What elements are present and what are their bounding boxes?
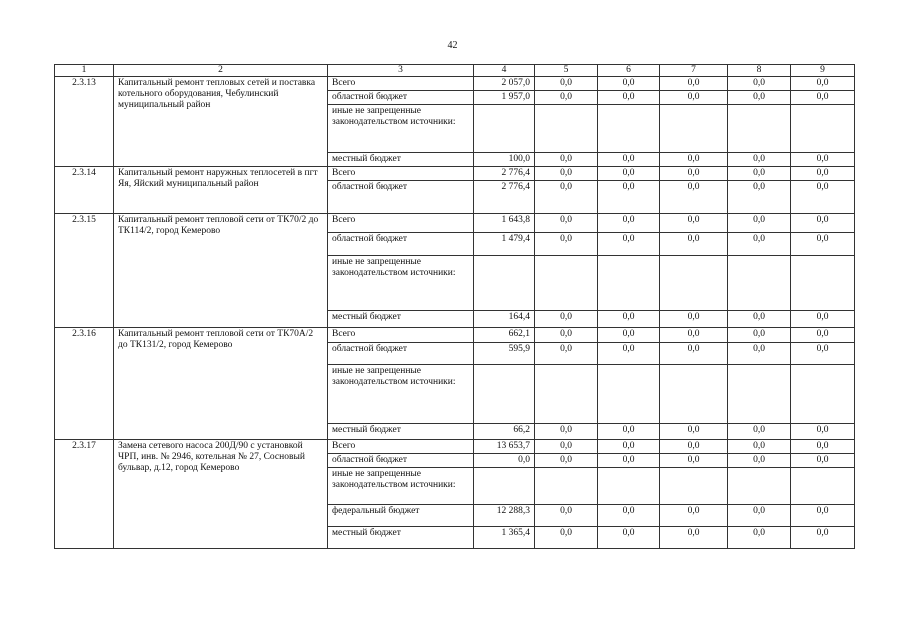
table-row bbox=[55, 77, 855, 91]
column-header: 8 bbox=[728, 65, 791, 77]
year-value: 0,0 bbox=[598, 214, 660, 233]
funding-source: областной бюджет bbox=[328, 233, 474, 256]
total-value: 2 776,4 bbox=[474, 181, 535, 214]
year-value: 0,0 bbox=[728, 153, 791, 167]
year-value: 0,0 bbox=[791, 505, 855, 527]
year-value: 0,0 bbox=[728, 167, 791, 181]
column-header: 9 bbox=[791, 65, 855, 77]
year-value: 0,0 bbox=[660, 167, 728, 181]
item-code: 2.3.14 bbox=[55, 167, 114, 214]
year-value: 0,0 bbox=[791, 91, 855, 105]
year-value: 0,0 bbox=[791, 527, 855, 549]
funding-source: Всего bbox=[328, 440, 474, 454]
year-value bbox=[598, 105, 660, 153]
year-value: 0,0 bbox=[728, 454, 791, 468]
year-value: 0,0 bbox=[535, 233, 598, 256]
item-name: Капитальный ремонт тепловой сети от ТК70/2 до ТК114/2, город Кемерово bbox=[114, 214, 328, 328]
year-value: 0,0 bbox=[660, 77, 728, 91]
year-value: 0,0 bbox=[598, 440, 660, 454]
year-value: 0,0 bbox=[791, 424, 855, 440]
funding-source: иные не запрещенные законодательством источники: bbox=[328, 365, 474, 424]
total-value: 1 479,4 bbox=[474, 233, 535, 256]
total-value: 1 957,0 bbox=[474, 91, 535, 105]
column-header: 7 bbox=[660, 65, 728, 77]
year-value bbox=[660, 256, 728, 311]
year-value: 0,0 bbox=[728, 328, 791, 343]
total-value: 164,4 bbox=[474, 311, 535, 328]
year-value: 0,0 bbox=[791, 343, 855, 365]
item-name: Капитальный ремонт тепловых сетей и поставка котельного оборудования, Чебулинский муниципальный район bbox=[114, 77, 328, 167]
year-value: 0,0 bbox=[598, 424, 660, 440]
budget-table bbox=[54, 64, 855, 549]
year-value: 0,0 bbox=[535, 311, 598, 328]
year-value: 0,0 bbox=[660, 328, 728, 343]
funding-source: областной бюджет bbox=[328, 454, 474, 468]
total-value: 66,2 bbox=[474, 424, 535, 440]
item-code: 2.3.15 bbox=[55, 214, 114, 328]
column-header: 6 bbox=[598, 65, 660, 77]
column-header: 2 bbox=[114, 65, 328, 77]
year-value: 0,0 bbox=[660, 311, 728, 328]
year-value: 0,0 bbox=[660, 233, 728, 256]
total-value bbox=[474, 365, 535, 424]
total-value: 1 365,4 bbox=[474, 527, 535, 549]
year-value bbox=[535, 468, 598, 505]
total-value: 0,0 bbox=[474, 454, 535, 468]
year-value: 0,0 bbox=[791, 153, 855, 167]
year-value bbox=[791, 105, 855, 153]
total-value bbox=[474, 468, 535, 505]
funding-source: Всего bbox=[328, 167, 474, 181]
year-value: 0,0 bbox=[728, 214, 791, 233]
funding-source: иные не запрещенные законодательством источники: bbox=[328, 105, 474, 153]
table-row bbox=[55, 214, 855, 233]
item-name: Замена сетевого насоса 200Д/90 с установкой ЧРП, инв. № 2946, котельная № 27, Сосновый бульвар, д.12, город Кемерово bbox=[114, 440, 328, 549]
year-value: 0,0 bbox=[535, 328, 598, 343]
year-value: 0,0 bbox=[728, 343, 791, 365]
column-header: 3 bbox=[328, 65, 474, 77]
year-value: 0,0 bbox=[598, 91, 660, 105]
funding-source: иные не запрещенные законодательством источники: bbox=[328, 468, 474, 505]
item-code: 2.3.16 bbox=[55, 328, 114, 440]
funding-source: местный бюджет bbox=[328, 527, 474, 549]
year-value: 0,0 bbox=[598, 527, 660, 549]
year-value bbox=[535, 256, 598, 311]
year-value: 0,0 bbox=[535, 153, 598, 167]
year-value: 0,0 bbox=[728, 440, 791, 454]
total-value: 2 776,4 bbox=[474, 167, 535, 181]
year-value: 0,0 bbox=[535, 505, 598, 527]
year-value: 0,0 bbox=[791, 311, 855, 328]
column-header: 1 bbox=[55, 65, 114, 77]
year-value: 0,0 bbox=[660, 440, 728, 454]
year-value: 0,0 bbox=[535, 424, 598, 440]
total-value: 595,9 bbox=[474, 343, 535, 365]
table-row bbox=[55, 167, 855, 181]
year-value bbox=[598, 256, 660, 311]
year-value bbox=[791, 256, 855, 311]
year-value: 0,0 bbox=[535, 527, 598, 549]
total-value: 1 643,8 bbox=[474, 214, 535, 233]
year-value: 0,0 bbox=[660, 454, 728, 468]
header-row bbox=[55, 65, 855, 77]
year-value: 0,0 bbox=[598, 328, 660, 343]
year-value bbox=[660, 468, 728, 505]
year-value: 0,0 bbox=[791, 214, 855, 233]
funding-source: Всего bbox=[328, 77, 474, 91]
funding-source: местный бюджет bbox=[328, 311, 474, 328]
year-value: 0,0 bbox=[791, 440, 855, 454]
year-value: 0,0 bbox=[791, 167, 855, 181]
page-number: 42 bbox=[447, 40, 458, 51]
year-value: 0,0 bbox=[728, 424, 791, 440]
year-value: 0,0 bbox=[535, 77, 598, 91]
total-value: 12 288,3 bbox=[474, 505, 535, 527]
funding-source: местный бюджет bbox=[328, 153, 474, 167]
year-value: 0,0 bbox=[535, 454, 598, 468]
item-name: Капитальный ремонт тепловой сети от ТК70А/2 до ТК131/2, город Кемерово bbox=[114, 328, 328, 440]
year-value: 0,0 bbox=[660, 343, 728, 365]
year-value: 0,0 bbox=[660, 181, 728, 214]
funding-source: Всего bbox=[328, 328, 474, 343]
total-value bbox=[474, 105, 535, 153]
year-value: 0,0 bbox=[535, 167, 598, 181]
year-value: 0,0 bbox=[535, 440, 598, 454]
funding-source: областной бюджет bbox=[328, 181, 474, 214]
year-value: 0,0 bbox=[660, 505, 728, 527]
year-value: 0,0 bbox=[660, 91, 728, 105]
year-value: 0,0 bbox=[598, 77, 660, 91]
year-value: 0,0 bbox=[660, 424, 728, 440]
funding-source: областной бюджет bbox=[328, 343, 474, 365]
funding-source: местный бюджет bbox=[328, 424, 474, 440]
year-value: 0,0 bbox=[598, 181, 660, 214]
year-value bbox=[598, 365, 660, 424]
funding-source: федеральный бюджет bbox=[328, 505, 474, 527]
funding-source: областной бюджет bbox=[328, 91, 474, 105]
funding-source: Всего bbox=[328, 214, 474, 233]
year-value bbox=[728, 365, 791, 424]
year-value: 0,0 bbox=[660, 214, 728, 233]
year-value: 0,0 bbox=[791, 328, 855, 343]
table-row bbox=[55, 328, 855, 343]
year-value bbox=[791, 468, 855, 505]
year-value: 0,0 bbox=[598, 233, 660, 256]
item-code: 2.3.13 bbox=[55, 77, 114, 167]
item-name: Капитальный ремонт наружных теплосетей в пгт Яя, Яйский муниципальный район bbox=[114, 167, 328, 214]
year-value bbox=[660, 365, 728, 424]
year-value: 0,0 bbox=[728, 91, 791, 105]
year-value: 0,0 bbox=[791, 233, 855, 256]
year-value: 0,0 bbox=[660, 153, 728, 167]
year-value: 0,0 bbox=[728, 311, 791, 328]
funding-source: иные не запрещенные законодательством источники: bbox=[328, 256, 474, 311]
year-value: 0,0 bbox=[598, 167, 660, 181]
year-value: 0,0 bbox=[791, 454, 855, 468]
total-value: 662,1 bbox=[474, 328, 535, 343]
year-value: 0,0 bbox=[535, 214, 598, 233]
year-value bbox=[535, 105, 598, 153]
year-value: 0,0 bbox=[728, 233, 791, 256]
year-value: 0,0 bbox=[728, 527, 791, 549]
year-value bbox=[660, 105, 728, 153]
year-value bbox=[791, 365, 855, 424]
year-value: 0,0 bbox=[660, 527, 728, 549]
column-header: 5 bbox=[535, 65, 598, 77]
item-code: 2.3.17 bbox=[55, 440, 114, 549]
year-value: 0,0 bbox=[535, 343, 598, 365]
year-value: 0,0 bbox=[535, 91, 598, 105]
table-row bbox=[55, 440, 855, 454]
year-value bbox=[728, 256, 791, 311]
year-value bbox=[728, 105, 791, 153]
year-value: 0,0 bbox=[791, 181, 855, 214]
year-value: 0,0 bbox=[598, 454, 660, 468]
total-value: 2 057,0 bbox=[474, 77, 535, 91]
year-value: 0,0 bbox=[598, 311, 660, 328]
total-value: 13 653,7 bbox=[474, 440, 535, 454]
year-value: 0,0 bbox=[598, 505, 660, 527]
total-value bbox=[474, 256, 535, 311]
total-value: 100,0 bbox=[474, 153, 535, 167]
year-value: 0,0 bbox=[728, 77, 791, 91]
year-value: 0,0 bbox=[598, 343, 660, 365]
year-value: 0,0 bbox=[728, 505, 791, 527]
year-value bbox=[598, 468, 660, 505]
year-value bbox=[535, 365, 598, 424]
year-value: 0,0 bbox=[535, 181, 598, 214]
year-value: 0,0 bbox=[598, 153, 660, 167]
year-value: 0,0 bbox=[728, 181, 791, 214]
column-header: 4 bbox=[474, 65, 535, 77]
year-value bbox=[728, 468, 791, 505]
year-value: 0,0 bbox=[791, 77, 855, 91]
